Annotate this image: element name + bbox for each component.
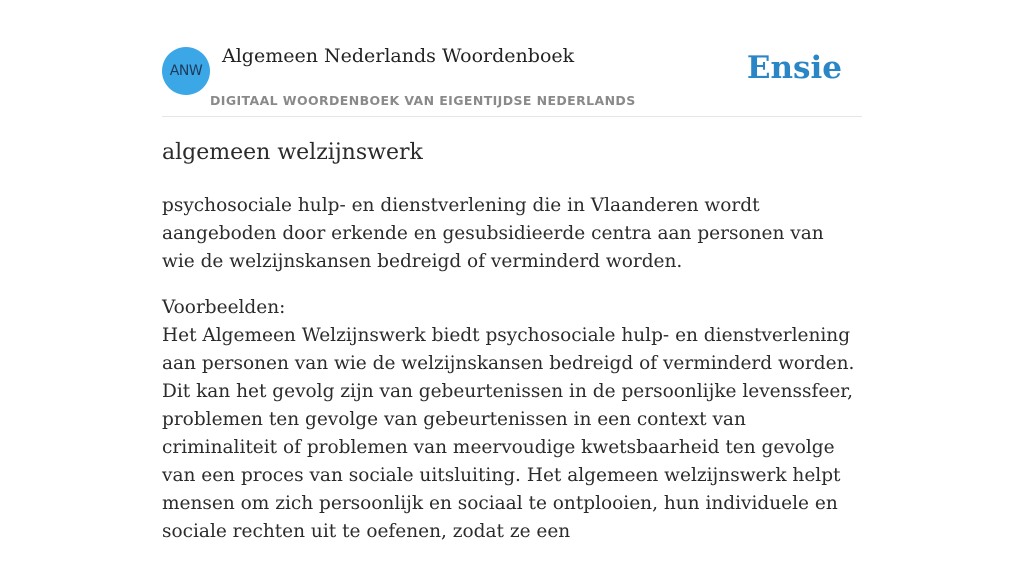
site-subtitle: DIGITAAL WOORDENBOEK VAN EIGENTIJDSE NEDERLANDS <box>210 93 636 108</box>
entry-content <box>162 192 862 564</box>
examples-label: Voorbeelden: <box>162 297 286 318</box>
examples-text: Het Algemeen Welzijnswerk biedt psychosociale hulp- en dienstverlening aan personen van wie de welzijnskansen bedreigd of verminderd worden. Dit kan het gevolg zijn van gebeurtenissen in de persoonlijke levenssfeer, problemen ten gevolge van gebeurtenissen in een context van criminaliteit of problemen van meervoudige kwetsbaarheid ten gevolge van een proces van sociale uitsluiting. Het algemeen welzijnswerk helpt mensen om zich persoonlijk en sociaal te ontplooien, hun individuele en sociale rechten uit te oefenen, zodat ze een <box>162 325 855 542</box>
header <box>162 0 862 117</box>
site-title[interactable]: Algemeen Nederlands Woordenboek <box>222 45 575 67</box>
examples <box>162 294 862 546</box>
ensie-brand-logo[interactable]: Ensie <box>746 50 842 86</box>
definition: psychosociale hulp- en dienstverlening die in Vlaanderen wordt aangeboden door erkende en gesubsidieerde centra aan personen van wie de welzijnskansen bedreigd of verminderd worden. <box>162 195 824 272</box>
entry-title: algemeen welzijnswerk <box>162 140 423 165</box>
logo-text: ANW <box>169 63 203 79</box>
anw-logo[interactable] <box>162 47 210 95</box>
